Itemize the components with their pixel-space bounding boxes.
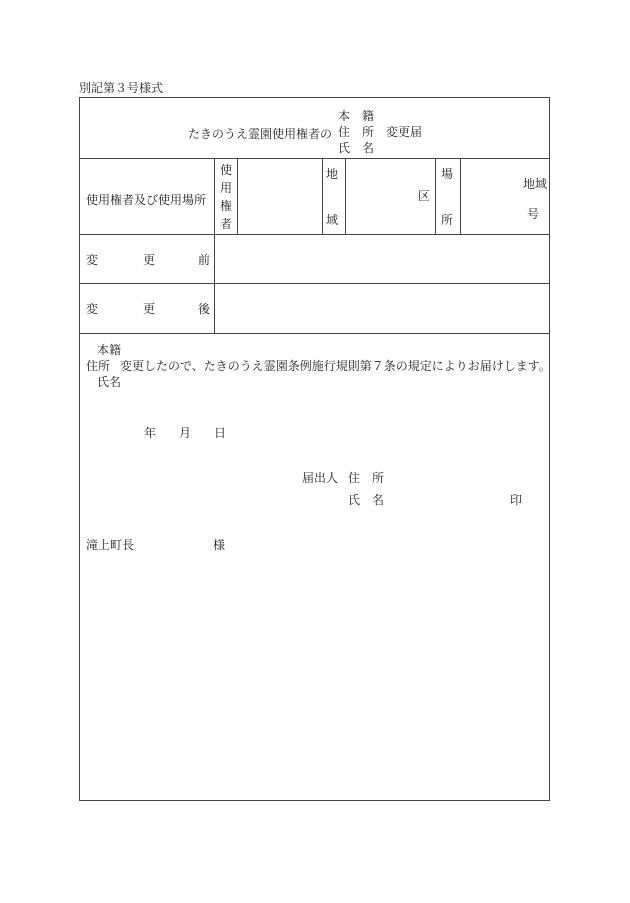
body-statement: 変更したので、たきのうえ霊園条例施行規則第７条の規定によりお届けします。 <box>120 359 551 373</box>
date-nen: 年 <box>144 426 157 440</box>
divider-location <box>80 234 549 235</box>
date-hi: 日 <box>214 426 227 440</box>
addressee-sama: 様 <box>213 538 226 552</box>
after-char-3: 後 <box>198 302 211 316</box>
divider-after <box>80 333 549 334</box>
before-char-2: 更 <box>143 253 156 267</box>
applicant-label: 届出人 <box>302 471 339 485</box>
date-tsuki: 月 <box>179 426 192 440</box>
title-suffix: 変更届 <box>386 125 423 139</box>
seal-mark: 印 <box>510 493 523 507</box>
divider-before <box>80 283 549 284</box>
form-number-label: 別記第３号様式 <box>79 81 164 95</box>
chi-vertical-label: 地 域 <box>325 167 338 227</box>
user-vertical-label: 使 用 権 者 <box>219 163 232 231</box>
after-char-2: 更 <box>143 302 156 316</box>
chiiki-label: 地域 <box>523 177 548 191</box>
applicant-jusho: 住 所 <box>348 471 385 485</box>
title-honseki: 本 籍 <box>338 109 375 123</box>
form-frame <box>79 97 550 801</box>
before-char-1: 変 <box>86 253 99 267</box>
addressee: 滝上町長 <box>86 538 135 552</box>
applicant-shimei: 氏 名 <box>348 493 385 507</box>
before-char-3: 前 <box>198 253 211 267</box>
divider-title <box>80 158 549 159</box>
divider-basho-2 <box>460 158 461 234</box>
divider-basho <box>435 158 436 234</box>
title-jusho: 住 所 <box>338 125 375 139</box>
basho-vertical-label: 場 所 <box>440 167 453 227</box>
after-char-1: 変 <box>86 302 99 316</box>
body-jusho: 住所 <box>86 359 111 373</box>
title-shimei: 氏 名 <box>338 141 375 155</box>
title-prefix: たきのうえ霊園使用権者の <box>188 127 333 141</box>
location-label: 使用権者及び使用場所 <box>86 193 207 207</box>
ku-label: 区 <box>418 189 431 203</box>
divider-chi-2 <box>345 158 346 234</box>
body-honseki: 本籍 <box>97 343 122 357</box>
column-divider-label <box>214 158 215 333</box>
go-label: 号 <box>527 207 540 221</box>
body-shimei: 氏名 <box>97 375 122 389</box>
divider-user <box>237 158 238 234</box>
